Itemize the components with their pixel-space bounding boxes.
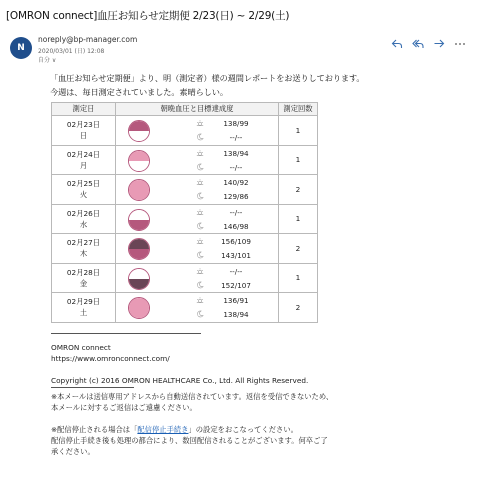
evening-reading: --/--	[229, 133, 243, 142]
reply-all-icon[interactable]	[412, 38, 424, 50]
row-bp-cell	[116, 116, 279, 146]
row-weekday: 日	[79, 131, 88, 141]
moon-icon	[196, 133, 204, 141]
sent-date: 2020/03/01 (日) 12:08	[38, 48, 105, 55]
row-weekday: 木	[79, 249, 88, 259]
more-icon[interactable]	[454, 38, 466, 50]
report-row	[52, 263, 318, 293]
evening-half	[129, 308, 149, 318]
moon-icon	[196, 310, 204, 318]
moon-icon	[196, 251, 204, 259]
morning-half	[129, 121, 149, 131]
morning-half	[129, 239, 149, 249]
evening-reading: 152/107	[221, 280, 251, 290]
moon-icon	[196, 222, 204, 230]
sun-icon	[196, 178, 204, 186]
forward-icon[interactable]	[433, 38, 445, 50]
intro-line-1: 「血圧お知らせ定期便」より、明（測定者）様の週間レポートをお送りしております。	[50, 73, 365, 83]
achievement-circle-icon	[128, 238, 150, 260]
report-row	[52, 204, 318, 234]
row-date-cell	[52, 116, 116, 146]
weekly-report-table	[51, 102, 318, 323]
evening-half	[129, 220, 149, 230]
row-date-cell	[52, 234, 116, 264]
achievement-circle-icon	[128, 268, 150, 290]
row-bp-cell	[116, 204, 279, 234]
row-count: 1	[279, 145, 318, 175]
moon-icon	[196, 281, 204, 289]
footer-brand: OMRON connect	[51, 343, 111, 352]
evening-half	[129, 249, 149, 259]
row-count: 1	[279, 204, 318, 234]
email-subject: [OMRON connect]血圧お知らせ定期便 2/23(日) ~ 2/29(土)	[6, 10, 290, 22]
morning-half	[129, 180, 149, 190]
achievement-circle-icon	[128, 179, 150, 201]
row-date: 02月25日	[66, 179, 101, 189]
moon-icon	[196, 163, 204, 171]
morning-reading: 138/99	[223, 119, 249, 128]
row-date-cell	[52, 293, 116, 323]
row-date: 02月28日	[66, 267, 101, 277]
header-date: 測定日	[52, 103, 116, 116]
row-date: 02月27日	[66, 238, 101, 248]
morning-reading: 140/92	[223, 178, 249, 187]
row-weekday: 土	[79, 308, 88, 318]
unsubscribe-link[interactable]: 配信停止手続き	[137, 425, 189, 434]
morning-half	[129, 151, 149, 161]
sender-avatar[interactable]: N	[10, 37, 32, 59]
footer-note-2: 本メールに対するご返信はご遠慮ください。	[51, 403, 197, 412]
row-date: 02月29日	[66, 297, 101, 307]
morning-reading: 136/91	[223, 296, 249, 305]
row-date: 02月23日	[66, 120, 101, 130]
footer-url[interactable]: https://www.omronconnect.com/	[51, 354, 170, 363]
row-weekday: 水	[79, 219, 88, 229]
achievement-circle-icon	[128, 297, 150, 319]
email-footer	[51, 342, 461, 457]
footer-stop-1	[51, 424, 461, 435]
recipient-toggle[interactable]: 自分 ∨	[38, 57, 57, 64]
morning-reading: --/--	[229, 207, 243, 217]
report-row	[52, 116, 318, 146]
evening-half	[129, 190, 149, 200]
row-count: 1	[279, 263, 318, 293]
sun-icon	[196, 237, 204, 245]
achievement-circle-icon	[128, 120, 150, 142]
sun-icon	[196, 208, 204, 216]
morning-reading: 156/109	[221, 237, 251, 246]
row-weekday: 金	[79, 278, 88, 288]
evening-reading: 129/86	[223, 192, 249, 201]
row-count: 1	[279, 116, 318, 146]
row-count: 2	[279, 293, 318, 323]
evening-half	[129, 279, 149, 289]
evening-reading: 146/98	[223, 221, 249, 231]
sun-icon	[196, 119, 204, 127]
evening-reading: 143/101	[221, 251, 251, 260]
row-date-cell	[52, 263, 116, 293]
row-count: 2	[279, 234, 318, 264]
achievement-circle-icon	[128, 209, 150, 231]
sun-icon	[196, 149, 204, 157]
evening-reading: --/--	[229, 162, 243, 172]
stop-post: 」の設定をおこなってください。	[188, 425, 298, 434]
row-weekday: 月	[79, 160, 88, 170]
sender-address[interactable]: noreply@bp-manager.com	[38, 35, 138, 44]
footer-stop-2: 配信停止手続き後も処理の都合により、数回配信されることがございます。何卒ご了	[51, 436, 328, 445]
row-date: 02月24日	[66, 149, 101, 159]
report-intro	[50, 71, 450, 99]
footer-divider	[51, 333, 201, 334]
footer-note-1: ※本メールは送信専用アドレスから自動送信されています。返信を受信できないため、	[51, 392, 334, 401]
footer-short-divider	[51, 387, 134, 388]
row-bp-cell	[116, 145, 279, 175]
header-count: 測定回数	[279, 103, 318, 116]
evening-half	[129, 161, 149, 171]
moon-icon	[196, 192, 204, 200]
row-bp-cell	[116, 263, 279, 293]
evening-half	[129, 131, 149, 141]
row-bp-cell	[116, 293, 279, 323]
report-row	[52, 145, 318, 175]
report-row	[52, 293, 318, 323]
morning-half	[129, 298, 149, 308]
reply-icon[interactable]	[391, 38, 403, 50]
row-bp-cell	[116, 175, 279, 205]
report-row	[52, 175, 318, 205]
evening-reading: 138/94	[223, 310, 249, 319]
morning-half	[129, 210, 149, 220]
row-date-cell	[52, 145, 116, 175]
report-row	[52, 234, 318, 264]
row-count: 2	[279, 175, 318, 205]
footer-stop-3: 承ください。	[51, 447, 95, 456]
sun-icon	[196, 267, 204, 275]
achievement-circle-icon	[128, 150, 150, 172]
stop-pre: ※配信停止される場合は「	[51, 425, 138, 434]
intro-line-2: 今週は、毎日測定されていました。素晴らしい。	[50, 87, 228, 97]
morning-reading: --/--	[229, 266, 243, 276]
row-date: 02月26日	[66, 208, 101, 218]
message-actions	[391, 38, 466, 50]
morning-half	[129, 269, 149, 279]
row-weekday: 火	[79, 190, 88, 200]
header-bp: 朝晩血圧と目標達成度	[116, 103, 279, 116]
footer-copyright: Copyright (c) 2016 OMRON HEALTHCARE Co., Ltd. All Rights Reserved.	[51, 376, 309, 385]
sun-icon	[196, 296, 204, 304]
row-date-cell	[52, 204, 116, 234]
morning-reading: 138/94	[223, 148, 249, 158]
row-date-cell	[52, 175, 116, 205]
row-bp-cell	[116, 234, 279, 264]
